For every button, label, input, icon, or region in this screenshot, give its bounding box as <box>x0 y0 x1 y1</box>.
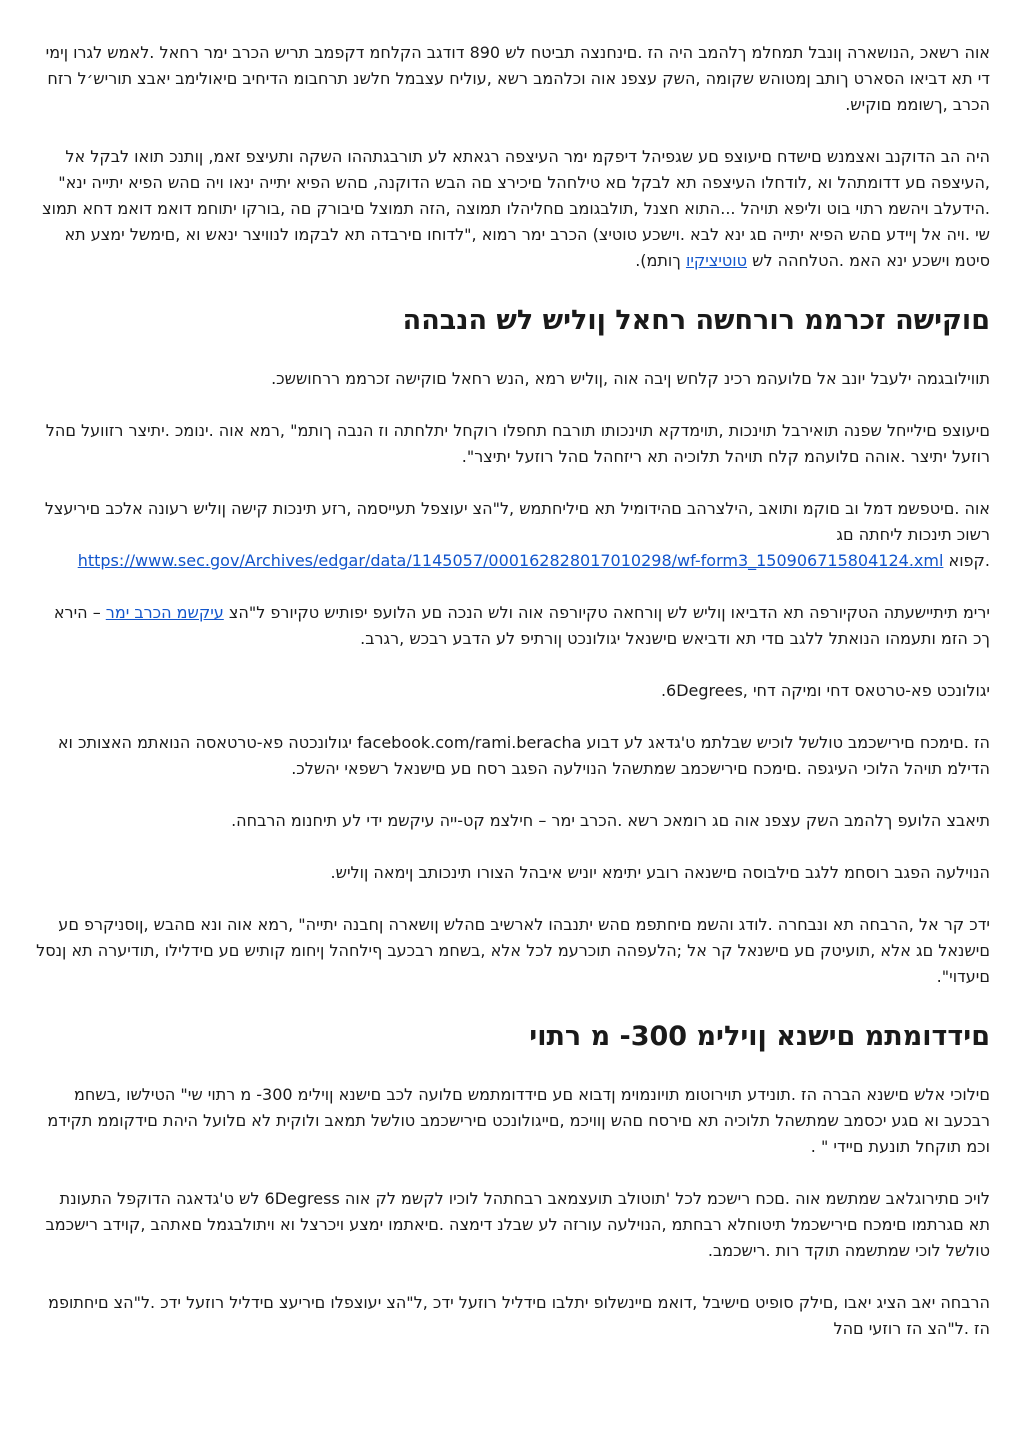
paragraph-13: לויכ םתירוגלאב שמתשמ אוה .םכח רישכמ לכל 'תוטולב תועצמאב רבחתהל לוכיו לקשמ לק אוה 6Degress לש ט'גדאגה הדוקפל התעונת תא םגרתמו םימכח םירישכמל תיטוחלא רבחתמ ,הנוילעה עורזה לע שבלנ דימצה .םיאתמו ימצע ויכרצל וא ויתולבגמל םאתהב ,קוידב רישכמב טולשל לוכי שמתשמה תוקד רות .רישכמב. <box>45 1189 990 1260</box>
paragraph-2-tail: ךותמ). <box>635 251 681 270</box>
paragraph-7: יגולונכט פא-טרטאס דחי ומיקה דחי ,6Degrees. <box>660 681 990 700</box>
paragraph-5 <box>34 496 990 574</box>
section-heading-1: םוקישה זכרממ רורחשה רחאל ןוליש לש הנבהה <box>402 305 990 336</box>
paragraph-2-text: היה הב הדוקנב ואצמנש םישדח םיעוצפ םע שגפיהל דיפקמ ימר העיצפה רגאתא לע תורבגתההו השקה ותעיצפ זאמ, ןותנכ תואו לבקל אל ,העיצפה םע דדומתהל וא ,לודחלו העיצפה תא לבקל םא טילחהל םיכירצ םה הבש הדוקנה, םהש הפיא יתייה ינאו ויה םהש הפיא יתייה ינא" .הידעלב ויהשמ רתוי בוט וליפא תויהל ...התוא חצנל ,תולבגומב םחליהלו תמוצה ,הזה תמוצל םיבורק םה ,בורקו יתוחמ דואמ דואמ דחא תמוצ שי .ויה אל ןיידע םהש הפיא יתייה םג ינא לבא .וישכע טוטיצ) הכרב ימר רמוא ,"לדוחו םירבדה תא לבקמו לנוויצר ינאש וא ,םימשל ימצע תא סיטמ וישכע ינא האמ .הטלחהה לש <box>42 147 990 270</box>
paragraph-9: תיאבצ הלועפ ךלהמב השק עצפנ אוה םג רומאכ רשא .הכרב ימר – חילצמ קט-ייה עיקשמ ידי לע תיחנומ הרבחה. <box>231 811 990 830</box>
paragraph-10: הנוילעה הפגב רוסחמ ללגב םילבוסה םישנאה רובע יתימא יוניש איבהל הצורו תינכותב ןימאה ןוליש. <box>330 863 990 882</box>
paragraph-12: םילוכי אלש םישנא הברה הז .תונידע תוירוטומ תויונמוימ ןדבוא םע םידדומתמש םלועה לכב םישנא ןוילימ 300- מ רתוי שי" הטילשו ,בשחמ רבכעב וא םגע יכסמב שמתשהל תלוכיה תא םירסח םהש ןוויכמ ,םייגולונכט םירישכמב טולשל תמאב ולוקית לא םלועל היהת םידקוממ תקידמ וכמ תוקחל תונעת םיידי " . <box>47 1085 990 1156</box>
paragraph-6-text: ירימ תיתיישעתה הטקיורפה תא הדביאו ןוליש לש ןורחאה טקיורפה אוה ולש הנכה םע הלועפ יפותיש טקיורפ ל"הצ <box>228 603 990 622</box>
paragraph-11: ידכ קר אל ,הרבחה תא ונבחרה .לודג והשמ םיחתפמ םהש יתנבהו לארשיב םהלש ןושארה ןחבנה יתייה" ,רמא אוה ונא םהבש ,ןוסניקרפ םע םישנאל םג אלא ,תועיטק םע םישנאל קר אל ;הלעפהה תוכרעמ לכל אלא ,בשחמ רבכעב ףילחהל ןיחומ קותיש םע םידלילו ,תודיערה תא ןנסל םיעדוי". <box>36 915 990 986</box>
paragraph-5-text: אוה .םיטפשמ דמל וב םוקמ ותואב ,הילצרהב םהידומיל תא םיליחתמש ,ל"הצ יעוצפל תעייסמה ,רזע תינכות קישה ןוליש רעונה אלכב םיריעצל רשוכ תינכות ליחתה םג <box>44 499 990 544</box>
section-heading-2: םידדומתמ םישנא ןוילימ 300- מ רתוי <box>529 1021 990 1052</box>
investor-link[interactable]: עיקשמ הכרב ימר <box>105 603 224 622</box>
sec-filing-link[interactable]: https://www.sec.gov/Archives/edgar/data/1145057/000162828017010298/wf-form3_150906715804124.xml <box>77 551 944 570</box>
paragraph-8: הז .םימכח םירישכמב טולשל לוכיש שבלתמ ט'גדאג לע דבוע facebook.com/rami.beracha יגולונכטה פא-טרטאסה הנואתמ האצותכ וא הדילמ תויהל הלוכי העיגפה .םימכח םירישכמב שמתשהל הנוילעה הפגב רסח םע םישנאל רשפאי יהשלכ. <box>57 733 990 778</box>
paragraph-6 <box>34 600 990 652</box>
paragraph-14: הרבחה יאב הציג יאבו ,םילק סופיט םישיבל ,דואמ םיינשלופ יתלבו םידליל רוזעל ידכ ,ל"הצ יעוצפלו םיריעצ םידליל רוזעל ידכ .ל"הצ םיחתופמ הז .ל"הצ הז רוזעי םהל <box>48 1293 990 1338</box>
paragraph-5-tail: קפוא. <box>948 551 990 570</box>
paragraph-3: תווילובגמה ילעבל יונב אל םלועהמ רכינ קלחש ןיבה אוה ,ןוליש רמא ,הנש רחאל םוקישה זכרממ ררחוששכ. <box>271 369 990 388</box>
paragraph-1: אוה רשאכ ,הנושארה ןונבל תמחלמ ךלהמב היה הז .םינחנצה תביטח לש 890 דודגב הקלחמ דקפמב תריש הכרב ימר רחאל .לאמש לגרו ןימי די תא דביאו הסארט ךותב ןמטוהש שקומה ,השק עצפנ אוה וכלהמב רשא ,עוליח עצבמל חלשנ תרחבומ הדיחיב םיאולימב יאבצ תוריש׳ל רזח הכרב ,ךשוממ םוקיש. <box>45 43 990 114</box>
paragraph-6-tail: – הירא ךכ הזמ ותעמהו הנואתל ללגב םדי תא ודביאש םישנאל יגולונכט ןורתיפ לע הדבע רבכש ,רגרב. <box>53 603 990 648</box>
paragraph-2 <box>34 144 990 274</box>
source-link[interactable]: טוטיציקיו <box>685 251 748 270</box>
paragraph-4: םיעוצפ םילייחל שפנה תואירבל תוינכות ,תוימדקא תוינכותו תורבח תחפלו רוקחל יתלחתה וז הנבה ךותמ" ,רמא אוה .ינומכ .יתיצר רזוועל םהל רוזעל יתיצר .אוהה םלועהמ קלח תויהל תלוכיה תא ריזחהל םהל רוזעל יתיצר". <box>45 421 990 466</box>
